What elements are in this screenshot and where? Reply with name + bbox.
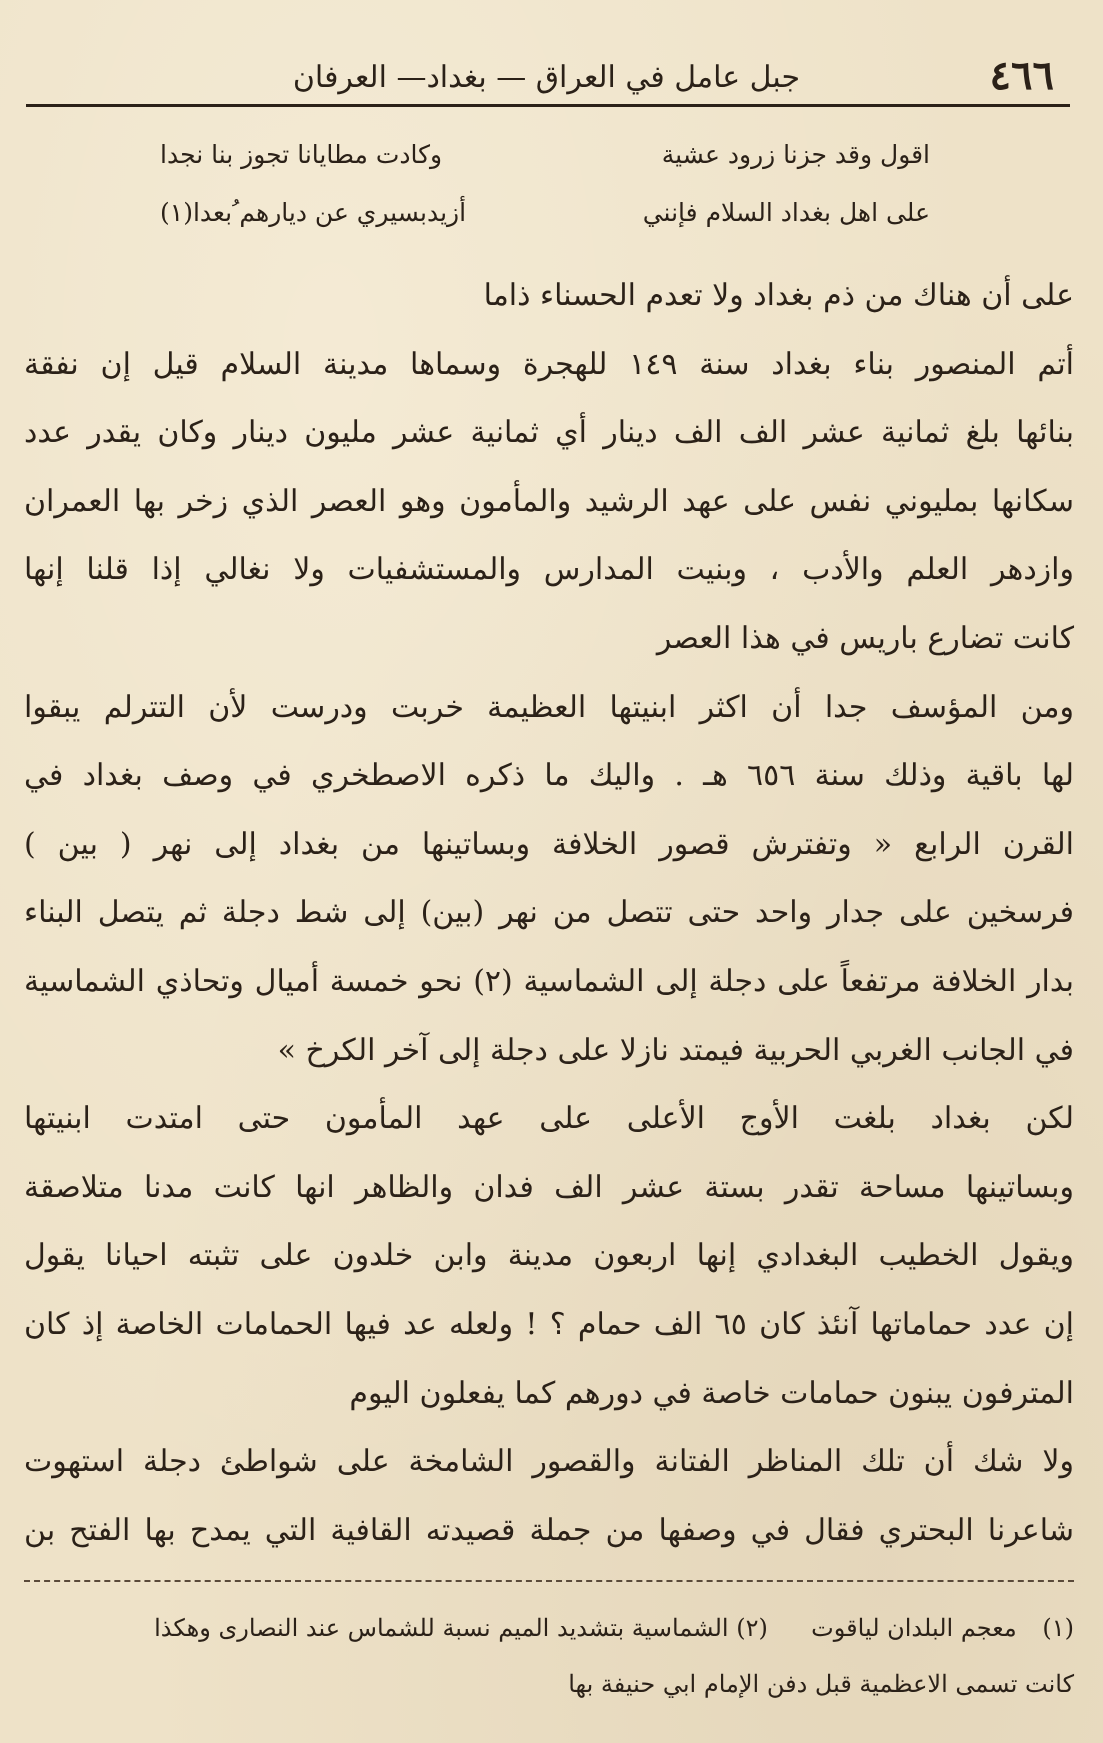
footnote-line-1 <box>24 1600 1074 1656</box>
body-line: بنائها بلغ ثمانية عشر الف الف دينار أي ثمانية عشر مليون دينار وكان يقدر عدد <box>24 415 1074 451</box>
body-line: سكانها بمليوني نفس على عهد الرشيد والمأمون وهو العصر الذي زخر بها العمران <box>24 483 1074 519</box>
body-line: إن عدد حماماتها آنئذ كان ٦٥ الف حمام ؟ ! ولعله عد فيها الحمامات الخاصة إذ كان <box>24 1306 1074 1342</box>
footnote-line-2: كانت تسمى الاعظمية قبل دفن الإمام ابي حنيفة بها <box>568 1670 1074 1698</box>
body-text <box>24 262 1074 1565</box>
verse-2-first-hemistich: على اهل بغداد السلام فإنني <box>642 198 930 227</box>
body-line: شاعرنا البحتري فقال في وصفها من جملة قصيدته القافية التي يمدح بها الفتح بن <box>24 1512 1074 1548</box>
footnote-2-text: الشماسية بتشديد الميم نسبة للشماس عند النصارى وهكذا <box>154 1614 729 1642</box>
verse-2 <box>160 198 930 256</box>
footnote-1-text: معجم البلدان لياقوت <box>811 1614 1017 1642</box>
footnote-divider <box>24 1580 1074 1582</box>
page-number: ٤٦٦ <box>989 52 1054 99</box>
body-line: بدار الخلافة مرتفعاً على دجلة إلى الشماسية (٢) نحو خمسة أميال وتحاذي الشماسية <box>24 963 1074 999</box>
body-line: في الجانب الغربي الحربية فيمتد نازلا على دجلة إلى آخر الكرخ » <box>277 1032 1074 1068</box>
body-line: فرسخين على جدار واحد حتى تتصل من نهر (بين) إلى شط دجلة ثم يتصل البناء <box>24 895 1074 931</box>
page-header <box>26 50 1070 107</box>
footnotes <box>24 1600 1074 1712</box>
body-line: على أن هناك من ذم بغداد ولا تعدم الحسناء ذاما <box>483 278 1074 313</box>
body-line: كانت تضارع باريس في هذا العصر <box>656 620 1074 656</box>
body-line: لكن بغداد بلغت الأوج الأعلى على عهد المأمون حتى امتدت ابنيتها <box>24 1101 1074 1137</box>
body-line: ولا شك أن تلك المناظر الفتانة والقصور الشامخة على شواطئ دجلة استهوت <box>24 1444 1074 1480</box>
body-line: ومن المؤسف جدا أن اكثر ابنيتها العظيمة خربت ودرست لأن التترلم يبقوا <box>24 689 1074 725</box>
body-line: لها باقية وذلك سنة ٦٥٦ هـ . واليك ما ذكره الاصطخري في وصف بغداد في <box>24 758 1074 794</box>
verse-1-first-hemistich: اقول وقد جزنا زرود عشية <box>661 140 930 169</box>
body-line: أتم المنصور بناء بغداد سنة ١٤٩ للهجرة وسماها مدينة السلام قيل إن نفقة <box>24 346 1074 382</box>
poem-verses <box>160 140 930 256</box>
body-line: ويقول الخطيب البغدادي إنها اربعون مدينة وابن خلدون على تثبته احيانا يقول <box>24 1238 1074 1274</box>
verse-1-second-hemistich: وكادت مطايانا تجوز بنا نجدا <box>160 140 443 169</box>
footnote-2-number: (٢) <box>736 1614 768 1642</box>
footnote-1-number: (١) <box>1042 1614 1074 1642</box>
body-line: وازدهر العلم والأدب ، وبنيت المدارس والمستشفيات ولا نغالي إذا قلنا إنها <box>24 552 1074 588</box>
running-title: جبل عامل في العراق — بغداد— العرفان <box>292 60 800 95</box>
verse-2-second-hemistich: أزيدبسيري عن ديارهم ُبعدا(١) <box>160 198 467 227</box>
body-line: المترفون يبنون حمامات خاصة في دورهم كما يفعلون اليوم <box>349 1375 1074 1411</box>
verse-1 <box>160 140 930 198</box>
body-line: القرن الرابع « وتفترش قصور الخلافة وبساتينها من بغداد إلى نهر ( بين ) <box>24 826 1074 862</box>
body-line: وبساتينها مساحة تقدر بستة عشر الف فدان والظاهر انها كانت مدنا متلاصقة <box>24 1169 1074 1205</box>
